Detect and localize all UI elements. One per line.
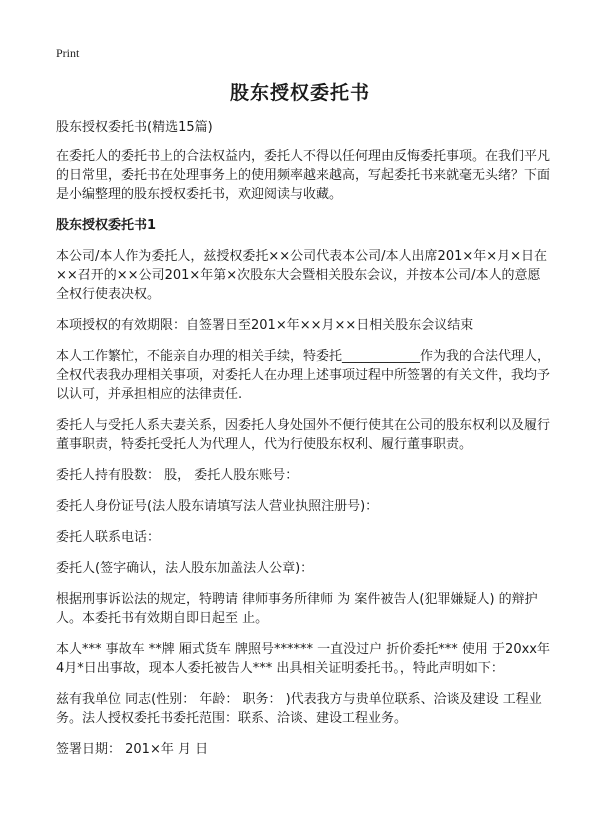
- paragraph-defense: 根据刑事诉讼法的规定，特聘请 律师事务所律师 为 案件被告人(犯罪嫌疑人) 的辩护人。本委托书有效期自即日起至 止。: [56, 592, 538, 626]
- field-id-number: 委托人身份证号(法人股东请填写法人营业执照注册号)：: [56, 499, 379, 514]
- field-signature: 委托人(签字确认，法人股东加盖法人公章)：: [56, 561, 314, 576]
- document-subtitle: 股东授权委托书(精选15篇): [56, 120, 213, 135]
- field-sign-date: 签署日期： 201×年 月 日: [56, 742, 209, 757]
- paragraph-agent: 本人工作繁忙，不能亲自办理的相关手续，特委托____________作为我的合法代理人，全权代表我办理相关事项，对委托人在办理上述事项过程中所签署的有关文件，我均予以认可，并承担相应的法律责任.: [56, 349, 551, 402]
- document-title: 股东授权委托书: [229, 82, 370, 104]
- paragraph-authorization: 本公司/本人作为委托人，兹授权委托××公司代表本公司/本人出席201×年×月×日在××召开的××公司201×年第×次股东大会暨相关股东会议，并按本公司/本人的意愿全权行使表决权。: [56, 249, 548, 302]
- paragraph-validity: 本项授权的有效期限：自签署日至201×年××月××日相关股东会议结束: [56, 318, 474, 333]
- field-shares: 委托人持有股数： 股， 委托人股东账号：: [56, 468, 299, 483]
- section-heading: 股东授权委托书1: [56, 218, 157, 233]
- paragraph-spouse: 委托人与受托人系夫妻关系，因委托人身处国外不便行使其在公司的股东权利以及履行董事职责，特委托受托人为代理人，代为行使股东权利、履行董事职责。: [56, 418, 551, 452]
- document-body: [56, 118, 550, 771]
- field-phone: 委托人联系电话：: [56, 530, 161, 545]
- paragraph-vehicle: 本人*** 事故车 **牌 厢式货车 牌照号****** 一直没过户 折价委托*** 使用 于20xx年4月*日出事故，现本人委托被告人*** 出具相关证明委托书。，特此声明如下：: [56, 642, 550, 676]
- intro-paragraph: 在委托人的委托书上的合法权益内，委托人不得以任何理由反悔委托事项。在我们平凡的日常里，委托书在处理事务上的使用频率越来越高，写起委托书来就毫无头绪？下面是小编整理的股东授权委托书，欢迎阅读与收藏。: [56, 149, 551, 202]
- print-link[interactable]: Print: [56, 46, 80, 60]
- paragraph-business: 兹有我单位 同志(性别： 年龄： 职务： )代表我方与贵单位联系、洽谈及建设 工程业务。法人授权委托书委托范围：联系、洽谈、建设工程业务。: [56, 692, 542, 726]
